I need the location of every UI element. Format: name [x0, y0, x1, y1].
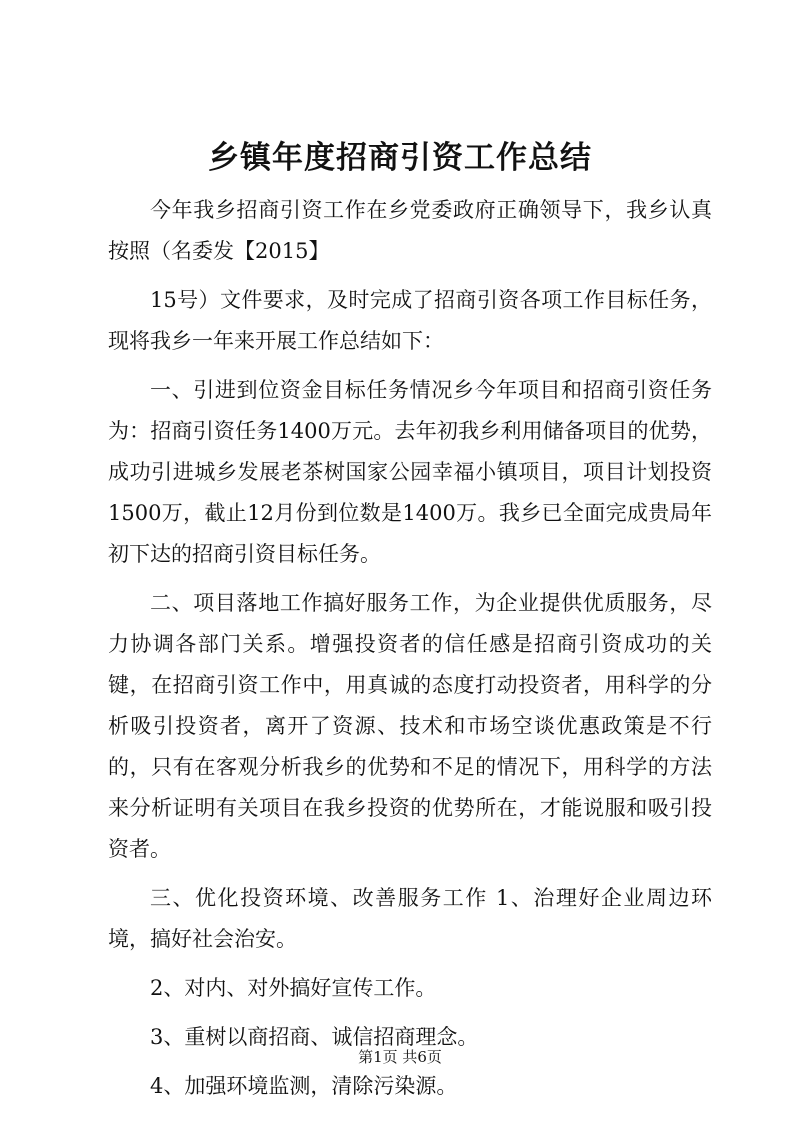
paragraph: 3、重树以商招商、诚信招商理念。	[150, 1025, 479, 1049]
paragraph: 今年我乡招商引资工作在乡党委政府正确领导下，我乡认真按照（名委发【2015】	[108, 198, 712, 263]
paragraph: 4、加强环境监测，清除污染源。	[150, 1074, 458, 1098]
document-title: 乡镇年度招商引资工作总结	[208, 140, 592, 176]
paragraph: 15号）文件要求，及时完成了招商引资各项工作目标任务，现将我乡一年来开展工作总结如下：	[108, 288, 712, 353]
paragraph: 一、引进到位资金目标任务情况乡今年项目和招商引资任务为：招商引资任务1400万元。去年初我乡利用储备项目的优势，成功引进城乡发展老茶树国家公园幸福小镇项目，项目计划投资1500万，截止12月份到位数是1400万。我乡已全面完成贵局年初下达的招商引资目标任务。	[108, 378, 712, 566]
paragraph: 二、项目落地工作搞好服务工作，为企业提供优质服务，尽力协调各部门关系。增强投资者的信任感是招商引资成功的关键，在招商引资工作中，用真诚的态度打动投资者，用科学的分析吸引投资者，离开了资源、技术和市场空谈优惠政策是不行的，只有在客观分析我乡的优势和不足的情况下，用科学的方法来分析证明有关项目在我乡投资的优势所在，才能说服和吸引投资者。	[108, 591, 712, 861]
document-body	[108, 190, 712, 1115]
paragraph: 2、对内、对外搞好宣传工作。	[150, 976, 437, 1000]
paragraph: 三、优化投资环境、改善服务工作 1、治理好企业周边环境，搞好社会治安。	[108, 886, 712, 951]
page-footer: 第1页 共6页	[358, 1048, 442, 1066]
